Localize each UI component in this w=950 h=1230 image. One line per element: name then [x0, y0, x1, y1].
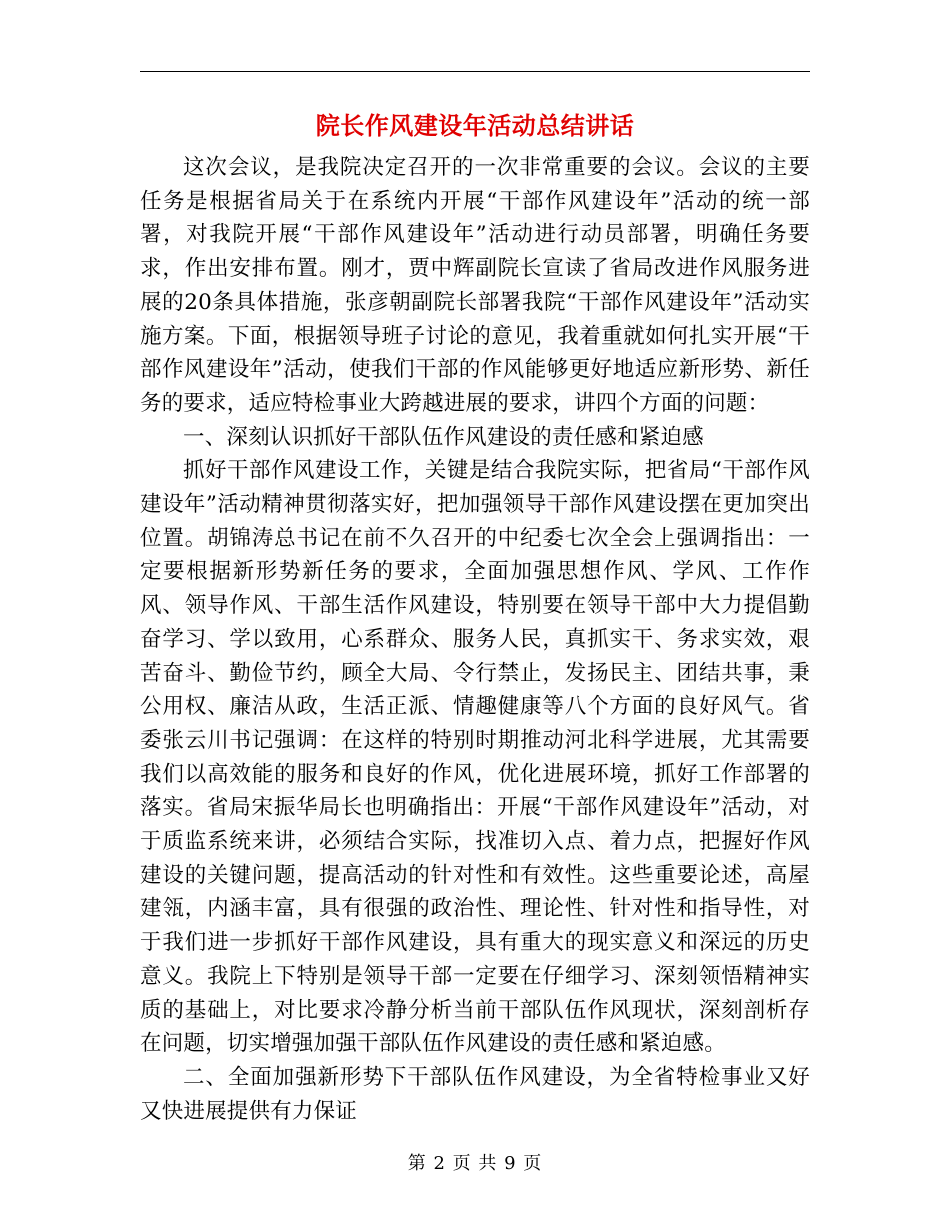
page-number-footer: 第 2 页 共 9 页	[407, 1153, 543, 1174]
section-heading-1: 一、深刻认识抓好干部队伍作风建设的责任感和紧迫感	[183, 424, 704, 450]
document-title: 院长作风建设年活动总结讲话	[315, 111, 635, 140]
document-body	[140, 151, 810, 1128]
paragraph-intro: 这次会议，是我院决定召开的一次非常重要的会议。会议的主要任务是根据省局关于在系统内开展“干部作风建设年”活动的统一部署，对我院开展“干部作风建设年”活动进行动员部署，明确任务要求，作出安排布置。刚才，贾中辉副院长宣读了省局改进作风服务进展的20条具体措施，张彦朝副院长部署我院“干部作风建设年”活动实施方案。下面，根据领导班子讨论的意见，我着重就如何扎实开展“干部作风建设年”活动，使我们干部的作风能够更好地适应新形势、新任务的要求，适应特检事业大跨越进展的要求，讲四个方面的问题：	[140, 155, 810, 416]
paragraph-section-1: 抓好干部作风建设工作，关键是结合我院实际，把省局“干部作风建设年”活动精神贯彻落实好，把加强领导干部作风建设摆在更加突出位置。胡锦涛总书记在前不久召开的中纪委七次全会上强调指出：一定要根据新形势新任务的要求，全面加强思想作风、学风、工作作风、领导作风、干部生活作风建设，特别要在领导干部中大力提倡勤奋学习、学以致用，心系群众、服务人民，真抓实干、务求实效，艰苦奋斗、勤俭节约，顾全大局、令行禁止，发扬民主、团结共事，秉公用权、廉洁从政，生活正派、情趣健康等八个方面的良好风气。省委张云川书记强调：在这样的特别时期推动河北科学进展，尤其需要我们以高效能的服务和良好的作风，优化进展环境，抓好工作部署的落实。省局宋振华局长也明确指出：开展“干部作风建设年”活动，对于质监系统来讲，必须结合实际，找准切入点、着力点，把握好作风建设的关键问题，提高活动的针对性和有效性。这些重要论述，高屋建瓴，内涵丰富，具有很强的政治性、理论性、针对性和指导性，对于我们进一步抓好干部作风建设，具有重大的现实意义和深远的历史意义。我院上下特别是领导干部一定要在仔细学习、深刻领悟精神实质的基础上，对比要求冷静分析当前干部队伍作风现状，深刻剖析存在问题，切实增强加强干部队伍作风建设的责任感和紧迫感。	[140, 458, 810, 1057]
section-heading-2: 二、全面加强新形势下干部队伍作风建设，为全省特检事业又好又快进展提供有力保证	[140, 1064, 810, 1124]
header-rule	[140, 71, 810, 72]
